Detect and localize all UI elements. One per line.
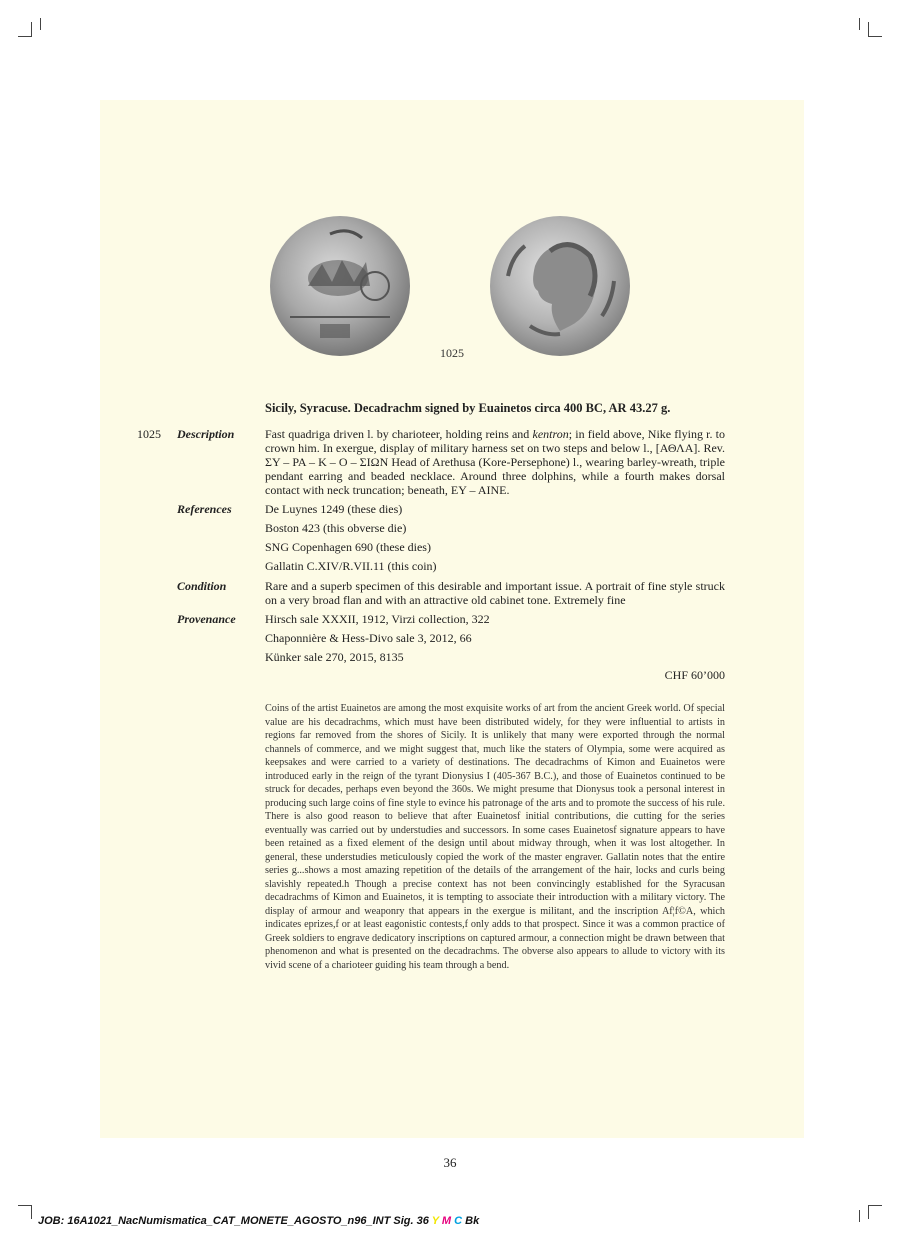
arethusa-head-image [490, 216, 630, 356]
job-slug-text: JOB: 16A1021_NacNumismatica_CAT_MONETE_AGOSTO_n96_INT Sig. 36 [38, 1215, 429, 1227]
reference-item: Boston 423 (this obverse die) [265, 521, 407, 535]
condition-label: Condition [177, 579, 227, 593]
crop-mark-bottom-left-h [18, 1205, 32, 1206]
price-estimate: CHF 60’000 [664, 668, 725, 682]
crop-mark-top-left-h [18, 36, 32, 37]
description-label: Description [177, 427, 235, 441]
provenance-label: Provenance [177, 612, 236, 626]
color-c: C [454, 1215, 463, 1227]
crop-mark-top-right-h [868, 36, 882, 37]
coin-images [265, 208, 645, 368]
lot-number: 1025 [137, 427, 161, 441]
condition-text: Rare and a superb specimen of this desirable and important issue. A portrait of fine style struck on a very broad flan and with an attractive old cabinet tone. Extremely fine [265, 579, 725, 607]
job-slug [38, 1215, 479, 1227]
reference-item: De Luynes 1249 (these dies) [265, 502, 403, 516]
quadriga-image [270, 216, 410, 356]
crop-mark-top-right-v2 [859, 18, 860, 30]
reference-item: SNG Copenhagen 690 (these dies) [265, 540, 431, 554]
provenance-item: Hirsch sale XXXII, 1912, Virzi collection, 322 [265, 612, 490, 626]
provenance-item: Chaponnière & Hess-Divo sale 3, 2012, 66 [265, 631, 472, 645]
crop-mark-bottom-right-v2 [859, 1210, 860, 1222]
lot-title: Sicily, Syracuse. Decadrachm signed by Euainetos circa 400 BC, AR 43.27 g. [265, 401, 671, 415]
references-label: References [177, 502, 232, 516]
essay-text: Coins of the artist Euainetos are among the most exquisite works of art from the ancient Greek world. Of special value are his decadrachms, which must have been distributed widely, for they were influential to artists in regions far removed from the shores of Sicily. It is unlikely that many were exported through the normal channels of commerce, and we might suggest that, much like the staters of Olympia, some were acquired as keepsakes and were carried to a variety of destinations. The decadrachms of Kimon and Euainetos were introduced early in the reign of the tyrant Dionysius I (405-367 B.C.), and those of Euainetos continued to be struck for decades, perhaps even beyond the 360s. We might presume that Dionysus took a personal interest in producing such large coins of fine style to evince his patronage of the arts and to promote the success of his rule. There is also good reason to believe that after Euainetosf initial contributions, die cutting for the series eventually was carried out by understudies and successors. In some cases Euainetosf signature appears to have been retained as a fixed element of the design until about midway through, when it was lost altogether. In general, these understudies meticulously copied the work of the master engraver. Gallatin notes that the entire series g...shows a most amazing repetition of the details of the arrangement of the hair, locks and curls being slavishly repeated.h Though a precise context has not been convincingly established for the Syracusan decadrachms of Kimon and Euainetos, it is tempting to associate their introduction with a military victory. The display of armour and weaponry that appears in the exergue is militant, and the inscription Af¦f©A, which indicates eprizes,f or at least eagonistic contests,f only adds to that prospect. Since it was a common practice of Greek soldiers to engrave dedicatory inscriptions on captured armour, a connection might be drawn between that phenomenon and what is presented on the decadrachms. The obverse also appears to allude to victory with its vivid scene of a charioteer guiding his team through a bend. [265, 703, 725, 971]
color-y: Y [431, 1215, 439, 1227]
color-m: M [441, 1215, 452, 1227]
crop-mark-top-right-v [868, 22, 869, 36]
provenance-item: Künker sale 270, 2015, 8135 [265, 650, 404, 664]
description-text: Fast quadriga driven l. by charioteer, holding reins and kentron; in field above, Nike flying r. to crown him. In exergue, display of military harness set on two steps and below l., [ΑΘΛΑ]. Rev. ΣΥ – ΡΑ – Κ – Ο – ΣΙΩΝ Head of Arethusa (Kore-Persephone) l., wearing barley-wreath, triple pendant earring and beaded necklace. Around three dolphins, while a fourth makes dorsal contact with neck truncation; beneath, ΕΥ – ΑΙΝΕ. [265, 427, 726, 497]
coin-reverse-image [490, 216, 630, 356]
crop-mark-top-left-v [31, 22, 32, 36]
crop-mark-bottom-left-v [31, 1205, 32, 1219]
image-caption-lot-number: 1025 [440, 346, 464, 360]
color-bk: Bk [465, 1215, 480, 1227]
crop-mark-bottom-right-h [868, 1205, 882, 1206]
crop-mark-top-left-v2 [40, 18, 41, 30]
page-number: 36 [443, 1155, 457, 1170]
reference-item: Gallatin C.XIV/R.VII.11 (this coin) [265, 559, 437, 573]
crop-mark-bottom-right-v [868, 1205, 869, 1219]
coin-obverse-image [270, 216, 410, 356]
